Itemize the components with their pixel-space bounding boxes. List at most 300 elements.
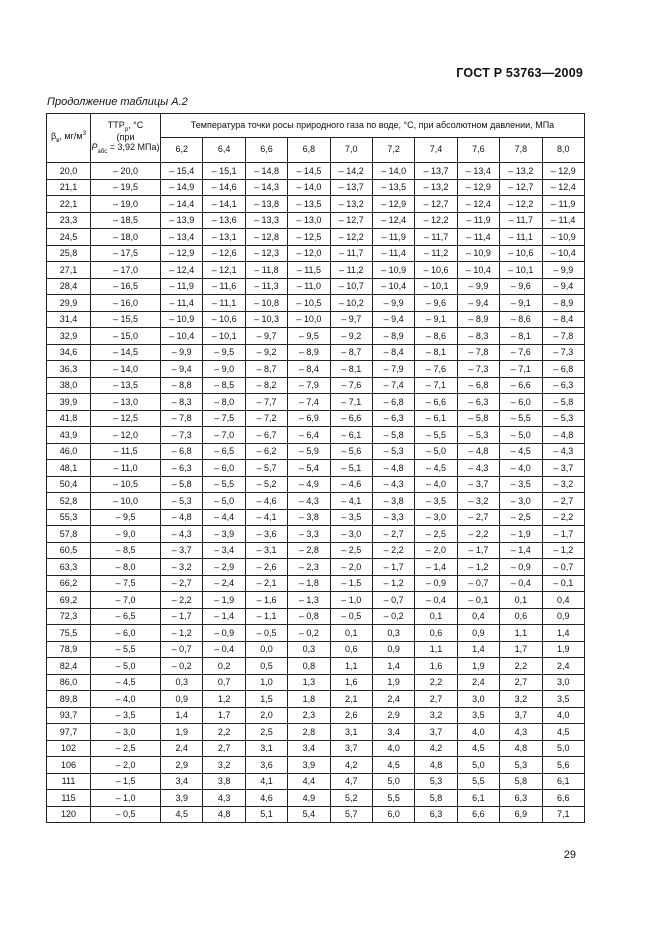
cell-dew-point: – 4,3 <box>372 476 414 493</box>
header-pressure: 6,4 <box>203 138 245 163</box>
header-beta <box>47 114 91 163</box>
cell-dew-point: – 9,4 <box>372 311 414 328</box>
cell-dew-point: 1,1 <box>415 641 457 658</box>
cell-dew-point: – 13,7 <box>330 179 372 196</box>
cell-dew-point: 1,9 <box>372 674 414 691</box>
cell-dew-point: – 5,0 <box>500 427 542 444</box>
cell-dew-point: 5,8 <box>500 773 542 790</box>
cell-beta: 27,1 <box>47 262 91 279</box>
cell-beta: 46,0 <box>47 443 91 460</box>
cell-dew-point: – 5,8 <box>542 394 584 411</box>
cell-dew-point: – 12,9 <box>542 163 584 180</box>
table-row <box>47 691 585 708</box>
cell-beta: 21,1 <box>47 179 91 196</box>
cell-dew-point: – 12,9 <box>161 245 203 262</box>
cell-dew-point: – 2,2 <box>372 542 414 559</box>
cell-dew-point: – 8,3 <box>457 328 499 345</box>
cell-dew-point: 5,8 <box>415 790 457 807</box>
cell-beta: 31,4 <box>47 311 91 328</box>
table-row <box>47 674 585 691</box>
cell-dew-point: – 5,8 <box>457 410 499 427</box>
cell-ttp: – 7,5 <box>91 575 161 592</box>
cell-dew-point: – 10,1 <box>500 262 542 279</box>
cell-dew-point: 2,2 <box>500 658 542 675</box>
cell-dew-point: – 13,1 <box>203 229 245 246</box>
cell-dew-point: – 0,9 <box>500 559 542 576</box>
cell-dew-point: 0,1 <box>330 625 372 642</box>
cell-ttp: – 17,0 <box>91 262 161 279</box>
cell-dew-point: – 10,7 <box>330 278 372 295</box>
cell-dew-point: – 12,1 <box>203 262 245 279</box>
cell-dew-point: – 11,9 <box>161 278 203 295</box>
cell-beta: 78,9 <box>47 641 91 658</box>
cell-dew-point: 4,0 <box>372 740 414 757</box>
cell-beta: 69,2 <box>47 592 91 609</box>
cell-dew-point: – 12,7 <box>330 212 372 229</box>
cell-dew-point: 4,2 <box>415 740 457 757</box>
cell-dew-point: 4,9 <box>288 790 330 807</box>
cell-ttp: – 15,0 <box>91 328 161 345</box>
cell-beta: 39,9 <box>47 394 91 411</box>
header-pressure: 6,8 <box>288 138 330 163</box>
header-pressure: 6,2 <box>161 138 203 163</box>
header-ttp-sub: р <box>124 126 129 133</box>
cell-dew-point: – 4,8 <box>372 460 414 477</box>
cell-dew-point: 4,0 <box>542 707 584 724</box>
cell-dew-point: – 12,2 <box>500 196 542 213</box>
cell-dew-point: – 0,7 <box>457 575 499 592</box>
cell-dew-point: 4,5 <box>161 806 203 823</box>
cell-dew-point: – 1,9 <box>500 526 542 543</box>
cell-dew-point: – 13,2 <box>500 163 542 180</box>
cell-dew-point: 5,2 <box>330 790 372 807</box>
cell-dew-point: – 8,9 <box>288 344 330 361</box>
cell-beta: 38,0 <box>47 377 91 394</box>
cell-dew-point: – 13,0 <box>288 212 330 229</box>
cell-dew-point: 0,4 <box>542 592 584 609</box>
cell-dew-point: 5,3 <box>500 757 542 774</box>
cell-dew-point: – 8,6 <box>500 311 542 328</box>
cell-dew-point: 2,7 <box>500 674 542 691</box>
cell-dew-point: – 10,1 <box>203 328 245 345</box>
cell-ttp: – 8,0 <box>91 559 161 576</box>
header-ttp-p-sub: абс <box>97 148 108 155</box>
cell-dew-point: 3,9 <box>288 757 330 774</box>
table-row <box>47 361 585 378</box>
cell-dew-point: 1,5 <box>245 691 287 708</box>
table-row <box>47 295 585 312</box>
cell-dew-point: – 7,9 <box>288 377 330 394</box>
cell-dew-point: – 8,4 <box>542 311 584 328</box>
cell-dew-point: 1,7 <box>203 707 245 724</box>
cell-dew-point: 2,5 <box>245 724 287 741</box>
cell-dew-point: – 3,3 <box>288 526 330 543</box>
cell-dew-point: – 11,4 <box>542 212 584 229</box>
cell-dew-point: – 7,6 <box>500 344 542 361</box>
cell-beta: 29,9 <box>47 295 91 312</box>
cell-ttp: – 7,0 <box>91 592 161 609</box>
cell-dew-point: 5,3 <box>415 773 457 790</box>
header-pressure: 7,2 <box>372 138 414 163</box>
cell-ttp: – 11,0 <box>91 460 161 477</box>
cell-ttp: – 9,0 <box>91 526 161 543</box>
cell-dew-point: – 0,2 <box>372 608 414 625</box>
cell-dew-point: 1,4 <box>542 625 584 642</box>
cell-dew-point: – 14,4 <box>161 196 203 213</box>
cell-beta: 66,2 <box>47 575 91 592</box>
cell-dew-point: – 3,5 <box>330 509 372 526</box>
cell-beta: 28,4 <box>47 278 91 295</box>
cell-dew-point: 1,4 <box>161 707 203 724</box>
cell-dew-point: – 2,9 <box>203 559 245 576</box>
cell-dew-point: – 8,8 <box>161 377 203 394</box>
cell-dew-point: – 8,7 <box>245 361 287 378</box>
cell-dew-point: 3,7 <box>330 740 372 757</box>
cell-dew-point: 0,9 <box>161 691 203 708</box>
cell-dew-point: – 8,1 <box>415 344 457 361</box>
cell-dew-point: – 9,7 <box>245 328 287 345</box>
table-row <box>47 377 585 394</box>
cell-ttp: – 8,5 <box>91 542 161 559</box>
cell-dew-point: – 13,5 <box>372 179 414 196</box>
cell-ttp: – 3,0 <box>91 724 161 741</box>
cell-beta: 24,5 <box>47 229 91 246</box>
cell-dew-point: – 2,7 <box>457 509 499 526</box>
cell-dew-point: – 4,5 <box>500 443 542 460</box>
table-row <box>47 773 585 790</box>
header-ttp-p: P <box>91 141 98 152</box>
cell-dew-point: – 10,9 <box>161 311 203 328</box>
cell-dew-point: 0,9 <box>457 625 499 642</box>
cell-dew-point: – 4,1 <box>245 509 287 526</box>
cell-dew-point: – 1,1 <box>245 608 287 625</box>
cell-dew-point: 3,0 <box>542 674 584 691</box>
cell-dew-point: 3,4 <box>161 773 203 790</box>
cell-ttp: – 6,5 <box>91 608 161 625</box>
cell-dew-point: – 0,1 <box>542 575 584 592</box>
cell-dew-point: – 11,9 <box>457 212 499 229</box>
cell-dew-point: 6,3 <box>415 806 457 823</box>
cell-dew-point: – 10,2 <box>330 295 372 312</box>
cell-beta: 106 <box>47 757 91 774</box>
cell-dew-point: – 4,3 <box>542 443 584 460</box>
cell-ttp: – 0,5 <box>91 806 161 823</box>
cell-dew-point: – 14,8 <box>245 163 287 180</box>
cell-dew-point: – 5,4 <box>288 460 330 477</box>
cell-dew-point: – 8,6 <box>415 328 457 345</box>
cell-dew-point: 5,1 <box>245 806 287 823</box>
cell-beta: 55,3 <box>47 509 91 526</box>
cell-dew-point: 5,0 <box>372 773 414 790</box>
table-row <box>47 625 585 642</box>
cell-dew-point: – 8,9 <box>457 311 499 328</box>
cell-dew-point: – 9,5 <box>288 328 330 345</box>
cell-dew-point: 3,7 <box>500 707 542 724</box>
cell-dew-point: – 9,4 <box>542 278 584 295</box>
cell-dew-point: – 8,1 <box>500 328 542 345</box>
cell-dew-point: – 3,6 <box>245 526 287 543</box>
cell-dew-point: – 4,4 <box>203 509 245 526</box>
cell-dew-point: – 7,6 <box>415 361 457 378</box>
cell-ttp: – 12,0 <box>91 427 161 444</box>
cell-dew-point: – 11,4 <box>161 295 203 312</box>
cell-dew-point: 5,7 <box>330 806 372 823</box>
cell-dew-point: – 6,5 <box>203 443 245 460</box>
cell-dew-point: – 6,3 <box>457 394 499 411</box>
cell-dew-point: – 4,9 <box>288 476 330 493</box>
cell-dew-point: – 2,2 <box>161 592 203 609</box>
cell-dew-point: 2,6 <box>330 707 372 724</box>
cell-dew-point: – 2,7 <box>372 526 414 543</box>
cell-dew-point: – 11,0 <box>288 278 330 295</box>
cell-dew-point: – 2,5 <box>330 542 372 559</box>
cell-dew-point: – 10,6 <box>500 245 542 262</box>
cell-dew-point: 4,5 <box>542 724 584 741</box>
cell-dew-point: 1,6 <box>415 658 457 675</box>
cell-dew-point: 1,3 <box>288 674 330 691</box>
cell-dew-point: – 7,3 <box>161 427 203 444</box>
cell-dew-point: – 8,2 <box>245 377 287 394</box>
cell-dew-point: 5,0 <box>542 740 584 757</box>
cell-dew-point: – 1,7 <box>161 608 203 625</box>
cell-dew-point: – 2,4 <box>203 575 245 592</box>
cell-dew-point: – 3,7 <box>161 542 203 559</box>
cell-dew-point: – 6,8 <box>457 377 499 394</box>
table-row <box>47 163 585 180</box>
cell-ttp: – 10,0 <box>91 493 161 510</box>
cell-dew-point: – 9,5 <box>203 344 245 361</box>
cell-dew-point: – 11,8 <box>245 262 287 279</box>
cell-dew-point: – 0,7 <box>161 641 203 658</box>
cell-beta: 43,9 <box>47 427 91 444</box>
table-row <box>47 509 585 526</box>
cell-dew-point: – 1,2 <box>457 559 499 576</box>
cell-dew-point: – 7,3 <box>542 344 584 361</box>
cell-dew-point: 1,7 <box>500 641 542 658</box>
cell-ttp: – 19,0 <box>91 196 161 213</box>
cell-dew-point: – 9,7 <box>330 311 372 328</box>
cell-dew-point: 4,5 <box>372 757 414 774</box>
table-row <box>47 575 585 592</box>
cell-dew-point: – 1,4 <box>415 559 457 576</box>
cell-dew-point: 2,7 <box>415 691 457 708</box>
cell-dew-point: 5,4 <box>288 806 330 823</box>
cell-dew-point: – 12,7 <box>500 179 542 196</box>
cell-beta: 75,5 <box>47 625 91 642</box>
cell-dew-point: – 6,8 <box>161 443 203 460</box>
cell-dew-point: – 9,2 <box>245 344 287 361</box>
cell-dew-point: 1,0 <box>245 674 287 691</box>
cell-dew-point: – 0,4 <box>203 641 245 658</box>
cell-dew-point: – 6,8 <box>542 361 584 378</box>
cell-beta: 36,3 <box>47 361 91 378</box>
cell-dew-point: – 3,0 <box>415 509 457 526</box>
cell-dew-point: – 3,8 <box>288 509 330 526</box>
cell-dew-point: – 5,7 <box>245 460 287 477</box>
cell-ttp: – 13,0 <box>91 394 161 411</box>
table-row <box>47 790 585 807</box>
cell-dew-point: – 6,0 <box>203 460 245 477</box>
cell-dew-point: – 5,5 <box>415 427 457 444</box>
cell-dew-point: – 10,3 <box>245 311 287 328</box>
cell-dew-point: – 11,1 <box>203 295 245 312</box>
cell-dew-point: – 2,0 <box>330 559 372 576</box>
cell-dew-point: – 12,9 <box>372 196 414 213</box>
cell-dew-point: – 4,0 <box>500 460 542 477</box>
cell-beta: 48,1 <box>47 460 91 477</box>
cell-ttp: – 20,0 <box>91 163 161 180</box>
cell-dew-point: 4,3 <box>203 790 245 807</box>
cell-ttp: – 2,5 <box>91 740 161 757</box>
cell-dew-point: 3,7 <box>415 724 457 741</box>
cell-dew-point: – 1,2 <box>161 625 203 642</box>
cell-dew-point: 5,5 <box>372 790 414 807</box>
cell-dew-point: – 0,2 <box>161 658 203 675</box>
cell-dew-point: 4,0 <box>457 724 499 741</box>
table-caption: Продолжение таблицы А.2 <box>47 96 188 108</box>
table-row <box>47 179 585 196</box>
cell-dew-point: – 6,3 <box>372 410 414 427</box>
cell-dew-point: 3,2 <box>500 691 542 708</box>
cell-dew-point: – 3,8 <box>372 493 414 510</box>
cell-ttp: – 16,0 <box>91 295 161 312</box>
cell-dew-point: 1,4 <box>372 658 414 675</box>
cell-dew-point: – 5,3 <box>542 410 584 427</box>
cell-dew-point: 0,3 <box>372 625 414 642</box>
cell-dew-point: – 2,2 <box>457 526 499 543</box>
cell-dew-point: – 6,6 <box>415 394 457 411</box>
cell-dew-point: – 2,2 <box>542 509 584 526</box>
cell-dew-point: 0,2 <box>203 658 245 675</box>
table-row <box>47 724 585 741</box>
cell-dew-point: – 2,0 <box>415 542 457 559</box>
header-ttp-unit: , °С <box>128 119 144 130</box>
cell-dew-point: 0,1 <box>415 608 457 625</box>
cell-beta: 22,1 <box>47 196 91 213</box>
header-pressure: 7,0 <box>330 138 372 163</box>
cell-dew-point: – 7,8 <box>542 328 584 345</box>
cell-dew-point: – 9,9 <box>457 278 499 295</box>
cell-dew-point: – 8,0 <box>203 394 245 411</box>
cell-dew-point: – 0,9 <box>203 625 245 642</box>
cell-dew-point: – 10,9 <box>372 262 414 279</box>
cell-dew-point: – 8,4 <box>372 344 414 361</box>
cell-dew-point: – 12,9 <box>457 179 499 196</box>
cell-beta: 32,9 <box>47 328 91 345</box>
cell-beta: 89,8 <box>47 691 91 708</box>
cell-beta: 102 <box>47 740 91 757</box>
cell-ttp: – 15,5 <box>91 311 161 328</box>
cell-dew-point: – 1,4 <box>500 542 542 559</box>
cell-dew-point: 4,8 <box>500 740 542 757</box>
header-group: Температура точки росы природного газа по воде, °С, при абсолютном давлении, МПа <box>161 114 585 138</box>
cell-dew-point: – 11,2 <box>330 262 372 279</box>
cell-dew-point: – 12,4 <box>542 179 584 196</box>
table-row <box>47 641 585 658</box>
cell-dew-point: 1,9 <box>161 724 203 741</box>
cell-dew-point: – 10,1 <box>415 278 457 295</box>
cell-dew-point: – 11,4 <box>457 229 499 246</box>
cell-dew-point: – 7,6 <box>330 377 372 394</box>
cell-dew-point: 6,3 <box>500 790 542 807</box>
document-header: ГОСТ Р 53763—2009 <box>456 66 583 80</box>
cell-dew-point: 6,9 <box>500 806 542 823</box>
header-pressure: 7,8 <box>500 138 542 163</box>
table-row <box>47 757 585 774</box>
cell-dew-point: – 15,4 <box>161 163 203 180</box>
page-number: 29 <box>563 849 576 861</box>
cell-dew-point: – 13,2 <box>415 179 457 196</box>
cell-dew-point: – 3,1 <box>245 542 287 559</box>
cell-dew-point: 1,1 <box>500 625 542 642</box>
cell-dew-point: 5,6 <box>542 757 584 774</box>
cell-dew-point: – 12,2 <box>415 212 457 229</box>
cell-dew-point: – 14,1 <box>203 196 245 213</box>
cell-dew-point: 0,3 <box>161 674 203 691</box>
cell-dew-point: – 6,7 <box>245 427 287 444</box>
table-row <box>47 526 585 543</box>
cell-dew-point: – 1,7 <box>542 526 584 543</box>
cell-dew-point: – 8,7 <box>330 344 372 361</box>
cell-dew-point: 2,4 <box>161 740 203 757</box>
cell-dew-point: 3,5 <box>457 707 499 724</box>
cell-dew-point: – 6,3 <box>161 460 203 477</box>
cell-ttp: – 3,5 <box>91 707 161 724</box>
cell-dew-point: 0,9 <box>542 608 584 625</box>
cell-dew-point: – 4,0 <box>415 476 457 493</box>
cell-ttp: – 17,5 <box>91 245 161 262</box>
cell-dew-point: 6,6 <box>457 806 499 823</box>
cell-dew-point: – 14,5 <box>288 163 330 180</box>
cell-dew-point: – 0,1 <box>457 592 499 609</box>
cell-dew-point: – 1,2 <box>542 542 584 559</box>
table-row <box>47 245 585 262</box>
table-row <box>47 410 585 427</box>
cell-dew-point: – 5,0 <box>203 493 245 510</box>
cell-dew-point: – 9,1 <box>415 311 457 328</box>
cell-dew-point: – 3,7 <box>457 476 499 493</box>
cell-dew-point: 0,3 <box>288 641 330 658</box>
cell-dew-point: – 11,2 <box>415 245 457 262</box>
cell-dew-point: – 14,0 <box>288 179 330 196</box>
cell-dew-point: – 12,5 <box>288 229 330 246</box>
cell-dew-point: – 13,3 <box>245 212 287 229</box>
cell-dew-point: – 10,6 <box>203 311 245 328</box>
cell-dew-point: – 6,4 <box>288 427 330 444</box>
cell-dew-point: – 14,9 <box>161 179 203 196</box>
cell-dew-point: – 7,4 <box>288 394 330 411</box>
cell-dew-point: – 13,7 <box>415 163 457 180</box>
cell-beta: 72,3 <box>47 608 91 625</box>
cell-dew-point: 2,8 <box>288 724 330 741</box>
cell-dew-point: 0,5 <box>245 658 287 675</box>
cell-dew-point: – 9,6 <box>415 295 457 312</box>
cell-dew-point: – 5,5 <box>203 476 245 493</box>
cell-dew-point: – 1,5 <box>330 575 372 592</box>
header-pressure: 6,6 <box>245 138 287 163</box>
table-row <box>47 608 585 625</box>
cell-dew-point: 0,8 <box>288 658 330 675</box>
cell-beta: 23,3 <box>47 212 91 229</box>
cell-dew-point: 3,0 <box>457 691 499 708</box>
cell-dew-point: – 5,3 <box>457 427 499 444</box>
cell-dew-point: – 6,1 <box>415 410 457 427</box>
cell-dew-point: – 8,1 <box>330 361 372 378</box>
cell-dew-point: – 11,1 <box>500 229 542 246</box>
cell-dew-point: – 2,3 <box>288 559 330 576</box>
cell-dew-point: – 2,6 <box>245 559 287 576</box>
cell-dew-point: – 6,3 <box>542 377 584 394</box>
